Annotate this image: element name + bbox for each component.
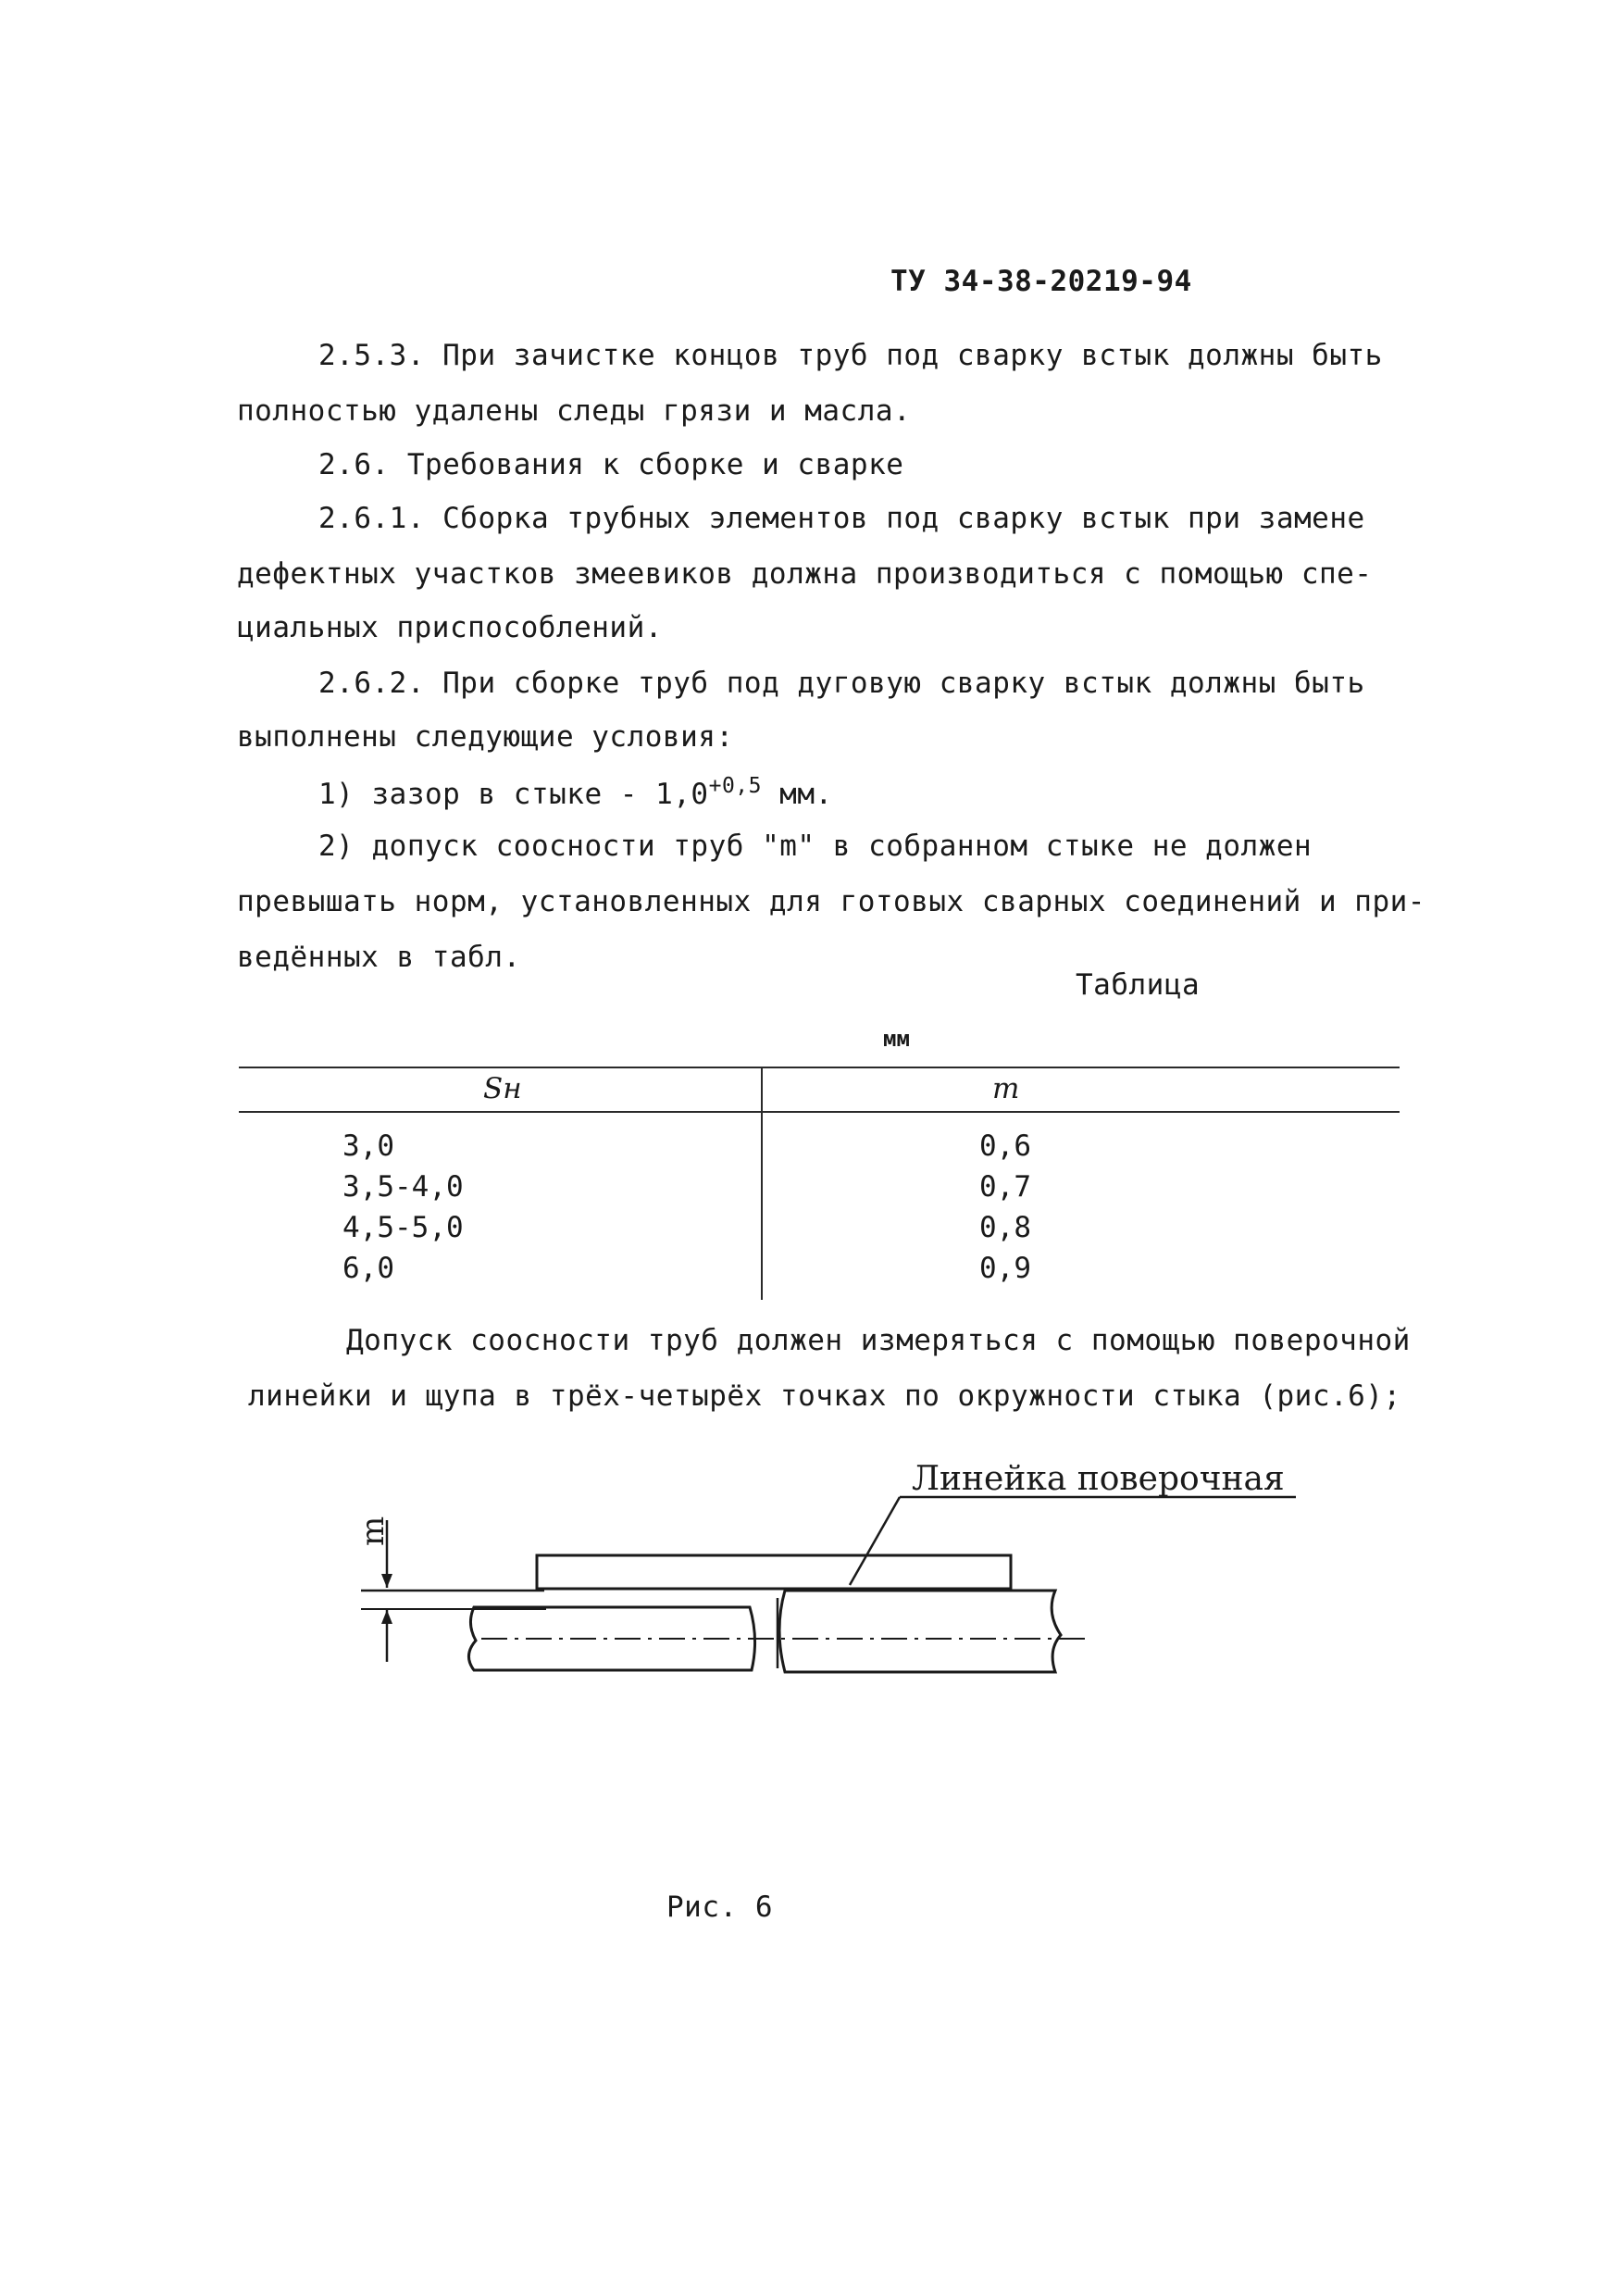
paragraph-2-6-1-line-1: 2.6.1. Сборка трубных элементов под сварку встык при замене <box>318 502 1365 535</box>
condition-1 <box>318 776 833 813</box>
ruler-label: Линейка поверочная <box>912 1460 1285 1498</box>
table-cell-m: 0,9 <box>979 1252 1031 1285</box>
straight-edge-ruler <box>537 1555 1011 1589</box>
figure-caption: Рис. 6 <box>666 1890 773 1924</box>
table-cell-m: 0,7 <box>979 1170 1031 1204</box>
paragraph-2-5-3-line-2: полностью удалены следы грязи и масла. <box>237 394 912 428</box>
document-code: ТУ 34-38-20219-94 <box>890 265 1192 298</box>
paragraph-2-6-2-line-1: 2.6.2. При сборке труб под дуговую сварку встык должны быть <box>318 667 1365 700</box>
table-top-rule <box>239 1067 1400 1068</box>
section-2-6-heading: 2.6. Требования к сборке и сварке <box>318 448 904 481</box>
after-table-line-1: Допуск соосности труб должен измеряться с помощью поверочной <box>346 1324 1411 1357</box>
paragraph-2-5-3-line-1: 2.5.3. При зачистке концов труб под сварку встык должны быть <box>318 339 1383 372</box>
figure-6-drawing <box>315 1444 1333 1722</box>
m-arrow-down <box>381 1574 392 1588</box>
table-cell-m: 0,6 <box>979 1129 1031 1163</box>
table-cell-s: 3,0 <box>342 1129 394 1163</box>
paragraph-2-6-1-line-2: дефектных участков змеевиков должна производиться с помощью спе- <box>237 557 1373 591</box>
condition-1-text: 1) зазор в стыке - 1,0 <box>318 778 709 811</box>
m-dimension-label: m <box>355 1516 392 1546</box>
paragraph-2-6-1-line-3: циальных приспособлений. <box>237 611 663 644</box>
table-header-s: Sн <box>483 1072 522 1105</box>
table-caption: Таблица <box>1076 968 1201 1002</box>
condition-1-unit: мм. <box>762 778 833 811</box>
table-column-divider <box>761 1067 763 1300</box>
table-cell-s: 4,5-5,0 <box>342 1211 464 1244</box>
leader-line <box>850 1497 900 1585</box>
table-cell-m: 0,8 <box>979 1211 1031 1244</box>
table-header-m: m <box>992 1072 1020 1105</box>
paragraph-2-6-2-line-2: выполнены следующие условия: <box>237 720 734 754</box>
condition-2-line-1: 2) допуск соосности труб "m" в собранном стыке не должен <box>318 830 1313 863</box>
m-arrow-up <box>381 1610 392 1624</box>
condition-2-line-2: превышать норм, установленных для готовых сварных соединений и при- <box>237 885 1425 918</box>
right-pipe <box>779 1591 1061 1672</box>
table-cell-s: 3,5-4,0 <box>342 1170 464 1204</box>
table-unit: мм <box>883 1026 910 1052</box>
after-table-line-2: линейки и щупа в трёх-четырёх точках по окружности стыка (рис.6); <box>248 1379 1401 1413</box>
table-header-rule <box>239 1111 1400 1113</box>
table-cell-s: 6,0 <box>342 1252 394 1285</box>
condition-1-tolerance: +0,5 <box>708 774 762 798</box>
condition-2-line-3: ведённых в табл. <box>237 941 521 974</box>
